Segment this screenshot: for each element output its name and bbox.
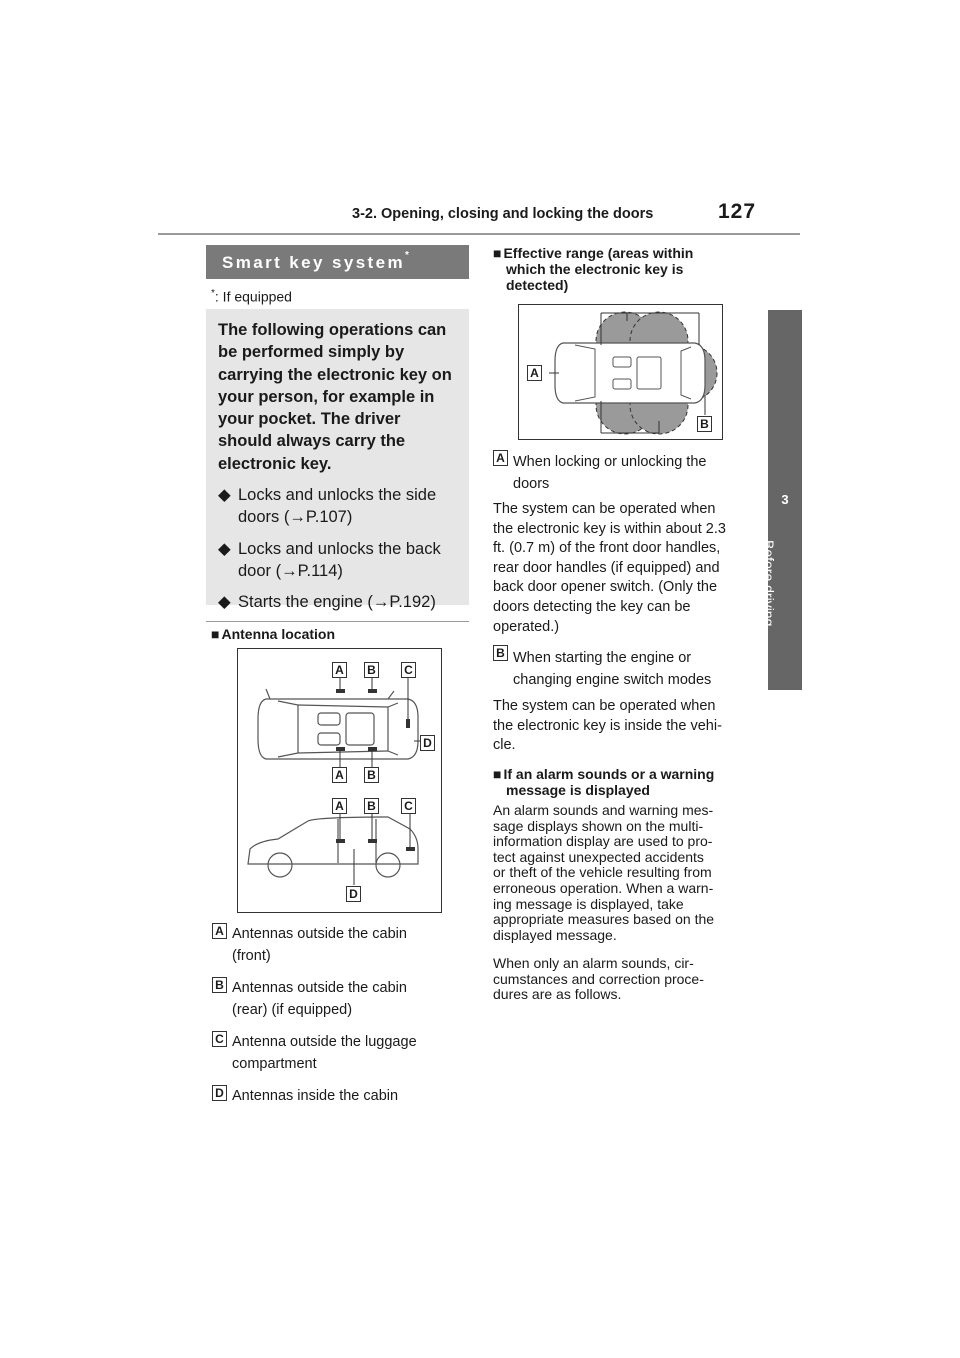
summary-item xyxy=(218,538,459,583)
page-reference-link[interactable]: →P.114 xyxy=(281,561,338,580)
footnote xyxy=(211,288,292,305)
range-a-body xyxy=(493,500,726,637)
summary-box xyxy=(206,309,469,612)
range-heading-line: detected) xyxy=(506,277,569,293)
legend-line: Antennas outside the cabin xyxy=(232,926,407,942)
callout-b: B xyxy=(364,662,379,678)
summary-item-end: ) xyxy=(430,593,436,612)
legend-item-c xyxy=(232,1031,417,1075)
body-line: dures are as follows. xyxy=(493,986,622,1003)
banner-title-mark: * xyxy=(405,250,412,261)
callout-a: A xyxy=(332,767,347,783)
summary-item-text: Locks and unlocks the back door ( xyxy=(238,539,441,580)
legend-letter-b: B xyxy=(493,645,508,661)
body-line: rear door handles (if equipped) and xyxy=(493,559,720,576)
callout-c: C xyxy=(401,798,416,814)
range-heading-line: which the electronic key is xyxy=(506,261,684,277)
section-banner xyxy=(206,245,469,279)
callout-c: C xyxy=(401,662,416,678)
body-line: An alarm sounds and warning mes- xyxy=(493,802,714,818)
summary-item xyxy=(218,591,459,613)
section-divider xyxy=(206,621,469,622)
banner-title: Smart key system xyxy=(222,253,405,272)
chapter-number: 3 xyxy=(781,492,789,507)
alarm-heading-line: If an alarm sounds or a warning xyxy=(503,766,715,782)
antenna-heading xyxy=(211,626,335,642)
diamond-bullet-icon: ◆ xyxy=(218,486,231,505)
summary-item xyxy=(218,484,459,529)
footnote-text: : If equipped xyxy=(214,288,292,305)
antenna-heading-text: Antenna location xyxy=(221,626,336,642)
alarm-body-2 xyxy=(493,956,704,1003)
footnote-mark: * xyxy=(211,288,215,299)
square-bullet-icon: ■ xyxy=(211,626,220,642)
chapter-label: Before driving xyxy=(761,540,777,627)
legend-line: Antennas inside the cabin xyxy=(232,1088,399,1104)
body-line: cle. xyxy=(493,737,516,754)
legend-line: Antenna outside the luggage xyxy=(232,1034,417,1050)
legend-letter-a: A xyxy=(212,923,227,939)
range-b-body xyxy=(493,697,722,756)
callout-b: B xyxy=(697,416,712,432)
page-reference-link[interactable]: →P.107 xyxy=(289,508,347,527)
caption-line: doors xyxy=(513,476,550,492)
effective-range-figure xyxy=(518,304,723,440)
caption-line: When starting the engine or xyxy=(513,650,692,666)
alarm-heading xyxy=(493,766,714,798)
alarm-body xyxy=(493,803,714,943)
range-heading-line: Effective range (areas within xyxy=(503,245,694,261)
callout-d: D xyxy=(420,735,435,751)
caption-line: changing engine switch modes xyxy=(513,672,712,688)
legend-line: Antennas outside the cabin xyxy=(232,980,407,996)
legend-letter-c: C xyxy=(212,1031,227,1047)
legend-line: (front) xyxy=(232,948,271,964)
body-line: operated.) xyxy=(493,618,560,635)
body-line: back door opener switch. (Only the xyxy=(493,579,718,596)
legend-item-d xyxy=(232,1085,398,1107)
body-line: cumstances and correction proce- xyxy=(493,970,704,987)
summary-item-text: Starts the engine ( xyxy=(238,593,373,612)
callout-a: A xyxy=(527,365,542,381)
body-line: The system can be operated when xyxy=(493,698,716,714)
callout-a: A xyxy=(332,798,347,814)
body-line: sage displays shown on the multi- xyxy=(493,817,704,834)
body-line: appropriate measures based on the xyxy=(493,911,715,928)
diamond-bullet-icon: ◆ xyxy=(218,539,231,558)
diamond-bullet-icon: ◆ xyxy=(218,593,231,612)
body-line: doors detecting the key can be xyxy=(493,598,691,615)
body-line: the electronic key is within about 2.3 xyxy=(493,520,726,537)
body-line: tect against unexpected accidents xyxy=(493,848,704,865)
caption-line: When locking or unlocking the xyxy=(513,454,707,470)
range-diagram xyxy=(519,305,724,441)
legend-line: (rear) (if equipped) xyxy=(232,1002,353,1018)
body-line: The system can be operated when xyxy=(493,501,716,517)
callout-a: A xyxy=(332,662,347,678)
section-title: 3-2. Opening, closing and locking the doors xyxy=(352,206,654,222)
body-line: information display are used to pro- xyxy=(493,833,713,850)
range-a-caption xyxy=(513,451,706,495)
body-line: the electronic key is inside the vehi- xyxy=(493,717,722,734)
summary-item-text: Locks and unlocks the side doors ( xyxy=(238,486,437,527)
body-line: or theft of the vehicle resulting from xyxy=(493,864,712,881)
summary-item-end: ) xyxy=(346,508,353,527)
page-reference-link[interactable]: →P.192 xyxy=(372,593,431,612)
range-heading xyxy=(493,245,693,293)
range-b-caption xyxy=(513,647,711,691)
callout-b: B xyxy=(364,798,379,814)
legend-letter-d: D xyxy=(212,1085,227,1101)
body-line: ing message is displayed, take xyxy=(493,895,684,912)
body-line: When only an alarm sounds, cir- xyxy=(493,955,694,971)
alarm-heading-line: message is displayed xyxy=(506,782,650,798)
legend-item-b xyxy=(232,977,407,1021)
summary-intro: The following operations can be performed simply by carrying the electronic key on your person, for example in your pocket. The driver should always carry the electronic key. xyxy=(218,321,452,473)
square-bullet-icon: ■ xyxy=(493,766,502,782)
antenna-location-figure xyxy=(237,648,442,913)
body-line: erroneous operation. When a warn- xyxy=(493,879,714,896)
callout-b: B xyxy=(364,767,379,783)
header-rule xyxy=(158,233,800,235)
body-line: ft. (0.7 m) of the front door handles, xyxy=(493,540,721,557)
body-line: displayed message. xyxy=(493,926,617,943)
legend-letter-b: B xyxy=(212,977,227,993)
legend-item-a xyxy=(232,923,407,967)
square-bullet-icon: ■ xyxy=(493,245,502,261)
callout-d: D xyxy=(346,886,361,902)
page-number: 127 xyxy=(718,200,757,223)
summary-item-end: ) xyxy=(337,561,343,580)
legend-letter-a: A xyxy=(493,450,508,466)
legend-line: compartment xyxy=(232,1056,317,1072)
